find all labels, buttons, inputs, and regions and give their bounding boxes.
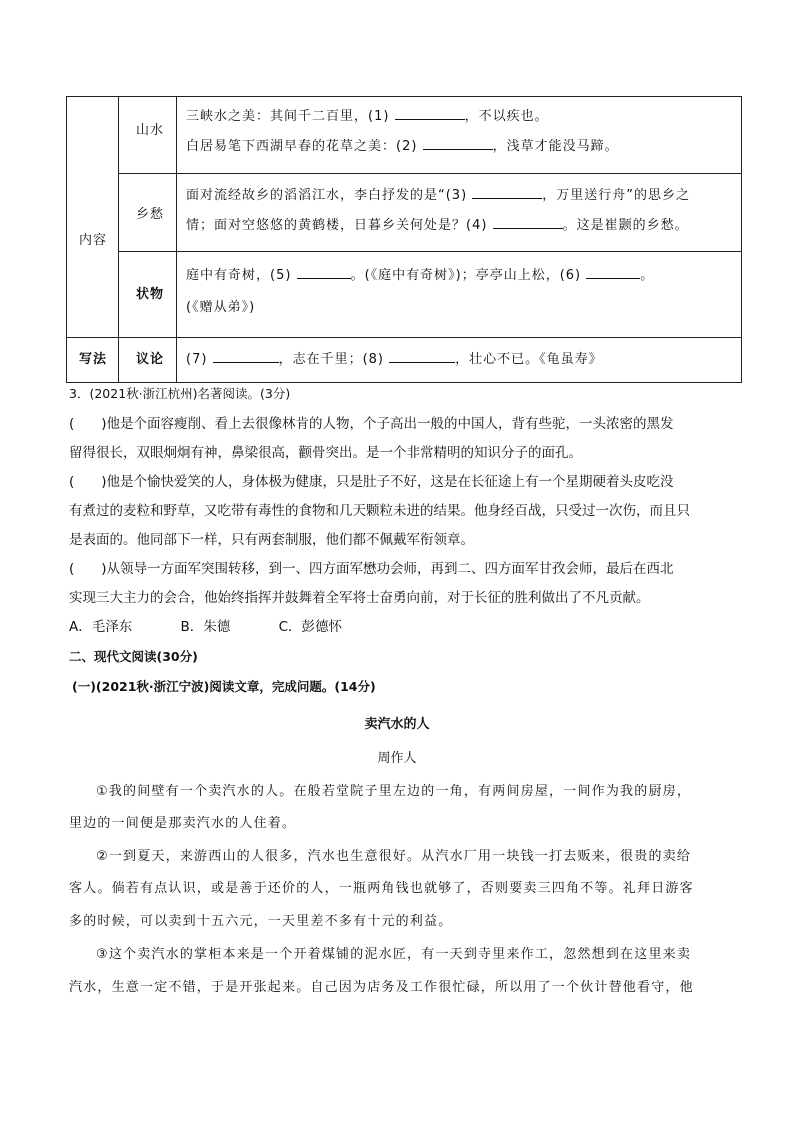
answer-blank-3[interactable] bbox=[472, 186, 542, 199]
q3-item-2-line: 有煮过的麦粒和野草，又吃带有毒性的食物和几天颗粒未进的结果。他身经百战，只受过一次伤，而且只 bbox=[69, 503, 690, 519]
option-b[interactable]: B．朱德 bbox=[180, 619, 231, 635]
q3-item-3-line: 实现三大主力的会合，他始终指挥并鼓舞着全军将士奋勇向前，对于长征的胜利做出了不凡贡献。 bbox=[69, 590, 650, 606]
category-content: 内容 bbox=[79, 233, 108, 248]
q3-item-1-line: ( )他是个面容瘦削、看上去很像林肯的人物，个子高出一般的中国人，背有些驼，一头浓密的黑发 bbox=[69, 416, 674, 432]
table-divider bbox=[67, 337, 741, 338]
section-2-heading: 二、现代文阅读(30分) bbox=[69, 649, 198, 664]
answer-blank-8[interactable] bbox=[389, 350, 455, 363]
category-writing: 写法 bbox=[79, 352, 108, 367]
answer-blank-2[interactable] bbox=[423, 137, 493, 150]
option-c[interactable]: C．彭德怀 bbox=[278, 619, 343, 635]
table-line: 面对流经故乡的滔滔江水，李白抒发的是“(3) ，万里送行舟”的思乡之 bbox=[186, 188, 691, 203]
row-label-landscape: 山水 bbox=[136, 123, 165, 138]
article-author: 周作人 bbox=[377, 751, 417, 766]
paragraph-2-line: 客人。倘若有点认识，或是善于还价的人，一瓶两角钱也就够了，否则要卖三四角不等。礼拜日游客 bbox=[69, 881, 694, 896]
option-a[interactable]: A．毛泽东 bbox=[69, 619, 133, 635]
poetry-table bbox=[66, 96, 742, 383]
row-label-homesick: 乡愁 bbox=[136, 207, 165, 222]
table-line: (7) ，志在千里；(8) ，壮心不已。《龟虽寿》 bbox=[186, 352, 603, 367]
q3-item-2-line: 是表面的。他同部下一样，只有两套制服，他们都不佩戴军衔领章。 bbox=[69, 532, 474, 548]
table-line: 三峡水之美：其间千二百里，(1) ，不以疾也。 bbox=[186, 109, 549, 124]
question-3-title: 3．(2021秋·浙江杭州)名著阅读。(3分) bbox=[69, 386, 291, 401]
answer-blank-4[interactable] bbox=[493, 216, 563, 229]
q3-options bbox=[69, 618, 342, 636]
answer-blank-6[interactable] bbox=[586, 266, 640, 279]
row-label-objects: 状物 bbox=[136, 287, 165, 302]
paragraph-2-line: 多的时候，可以卖到十五六元，一天里差不多有十元的利益。 bbox=[69, 914, 453, 929]
q3-item-2-line: ( )他是个愉快爱笑的人，身体极为健康，只是肚子不好，这是在长征途上有一个星期硬着头皮吃没 bbox=[69, 474, 674, 490]
answer-blank-5[interactable] bbox=[297, 266, 351, 279]
paragraph-3-line: 汽水，生意一定不错，于是开张起来。自己因为店务及工作很忙碌，所以用了一个伙计替他看守，他 bbox=[69, 980, 694, 995]
paragraph-2-line: ②一到夏天，来游西山的人很多，汽水也生意很好。从汽水厂用一块钱一打去贩来，很贵的卖给 bbox=[96, 849, 692, 864]
answer-blank-1[interactable] bbox=[395, 107, 465, 120]
paragraph-3-line: ③这个卖汽水的掌柜本来是一个开着煤铺的泥水匠，有一天到寺里来作工，忽然想到在这里来卖 bbox=[96, 947, 692, 962]
table-line: 白居易笔下西湖早春的花草之美：(2) ，浅草才能没马蹄。 bbox=[186, 139, 619, 154]
table-divider bbox=[118, 97, 119, 382]
answer-blank-7[interactable] bbox=[213, 350, 279, 363]
article-title: 卖汽水的人 bbox=[364, 717, 430, 732]
paragraph-1-line: 里边的一间便是那卖汽水的人住着。 bbox=[69, 816, 297, 831]
q3-item-3-line: ( )从领导一方面军突围转移，到一、四方面军懋功会师，再到二、四方面军甘孜会师，最后在西北 bbox=[69, 561, 674, 577]
table-divider bbox=[118, 173, 741, 174]
section-2-subheading: (一)(2021秋·浙江宁波)阅读文章，完成问题。(14分) bbox=[72, 679, 376, 694]
table-line: (《赠从弟》) bbox=[186, 300, 256, 315]
table-divider bbox=[176, 97, 177, 382]
row-label-argument: 议论 bbox=[136, 352, 165, 367]
q3-item-1-line: 留得很长，双眼炯炯有神，鼻梁很高，颧骨突出。是一个非常精明的知识分子的面孔。 bbox=[69, 445, 582, 461]
table-line: 庭中有奇树，(5) 。(《庭中有奇树》)；亭亭山上松，(6) 。 bbox=[186, 268, 655, 283]
table-line: 情；面对空悠悠的黄鹤楼，日暮乡关何处是？(4) 。这是崔颢的乡愁。 bbox=[186, 218, 689, 233]
table-divider bbox=[118, 251, 741, 252]
paragraph-1-line: ①我的间壁有一个卖汽水的人。在般若堂院子里左边的一角，有两间房屋，一间作为我的厨房， bbox=[96, 784, 692, 799]
